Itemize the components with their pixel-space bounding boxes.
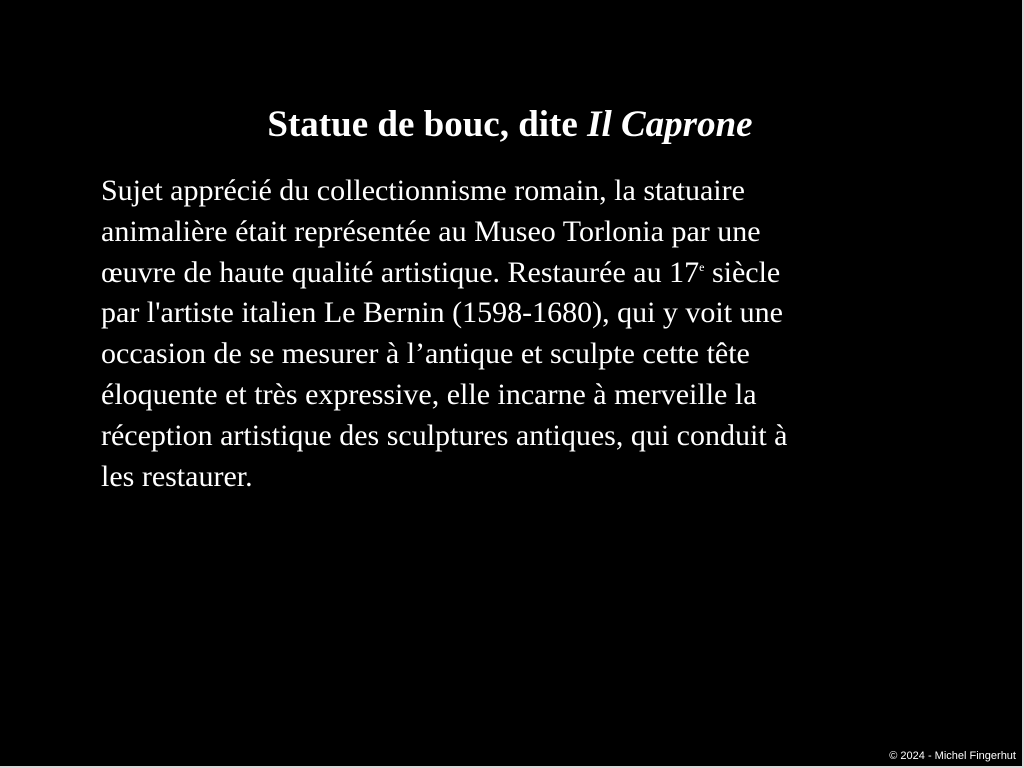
body-line-8: les restaurer. [101,459,253,493]
body-line-2: animalière était représentée au Museo Torlonia par une [101,214,761,248]
body-line-3 [101,253,931,294]
body-line-7: réception artistique des sculptures antiques, qui conduit à [101,418,788,452]
slide-title [0,102,1020,148]
copyright-notice: © 2024 - Michel Fingerhut [889,750,1016,762]
body-line-6: éloquente et très expressive, elle incarne à merveille la [101,377,757,411]
body-line-3-text: œuvre de haute qualité artistique. Restaurée au 17 [101,255,700,289]
century-superscript: e [699,259,705,274]
body-line-3-end: siècle [704,255,781,289]
body-line-4: par l'artiste italien Le Bernin (1598-1680), qui y voit une [101,296,783,330]
slide-body-text [101,171,931,497]
title-italic: Il Caprone [587,104,753,145]
body-line-1: Sujet apprécié du collectionnisme romain, la statuaire [101,174,745,207]
body-line-5: occasion de se mesurer à l’antique et sculpte cette tête [101,337,750,371]
title-plain: Statue de bouc, dite [267,104,588,145]
